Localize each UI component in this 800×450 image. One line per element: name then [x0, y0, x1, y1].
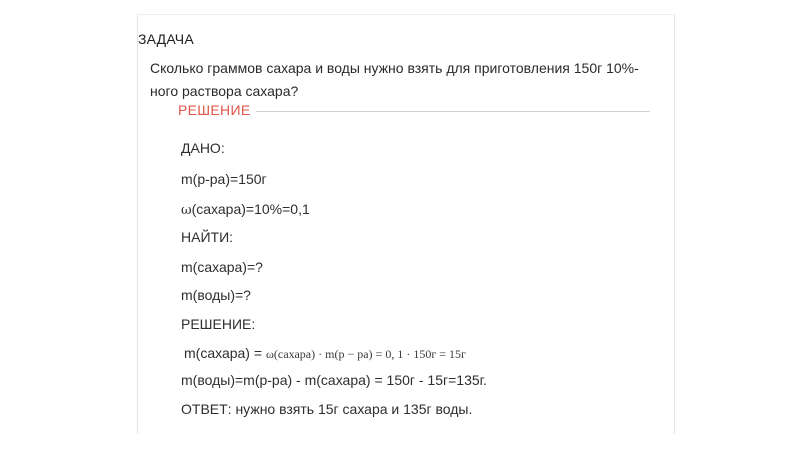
solution-header-label: РЕШЕНИЕ — [178, 102, 256, 118]
given-label: ДАНО: — [181, 140, 225, 156]
sugar-mass-formula — [184, 345, 466, 362]
solution-label: РЕШЕНИЕ: — [181, 316, 256, 332]
task-card — [137, 14, 675, 434]
given-mass-fraction-text: (сахара)=10%=0,1 — [191, 201, 310, 217]
task-heading: ЗАДАЧА — [138, 31, 194, 47]
solution-header — [178, 102, 650, 120]
water-mass-calculation: m(воды)=m(р-ра) - m(сахара) = 150г - 15г=135г. — [181, 372, 487, 388]
find-water: m(воды)=? — [181, 287, 251, 303]
find-label: НАЙТИ: — [181, 229, 234, 245]
omega-symbol: ω — [181, 203, 192, 218]
given-mass-fraction — [181, 201, 310, 218]
formula-omega: ω — [265, 347, 274, 361]
find-sugar: m(сахара)=? — [181, 259, 263, 275]
answer-text: ОТВЕТ: нужно взять 15г сахара и 135г воды. — [181, 401, 473, 417]
task-text: Сколько граммов сахара и воды нужно взять для приготовления 150г 10%-ного раствора сахара? — [150, 60, 639, 99]
formula-lhs: m(сахара) = — [184, 345, 266, 361]
formula-rhs: · m(p − pa) = 0, 1 · 150г = 15г — [315, 347, 466, 361]
given-mass-solution: m(р-ра)=150г — [181, 171, 267, 187]
formula-omega-subscript: (сахара) — [273, 347, 316, 361]
